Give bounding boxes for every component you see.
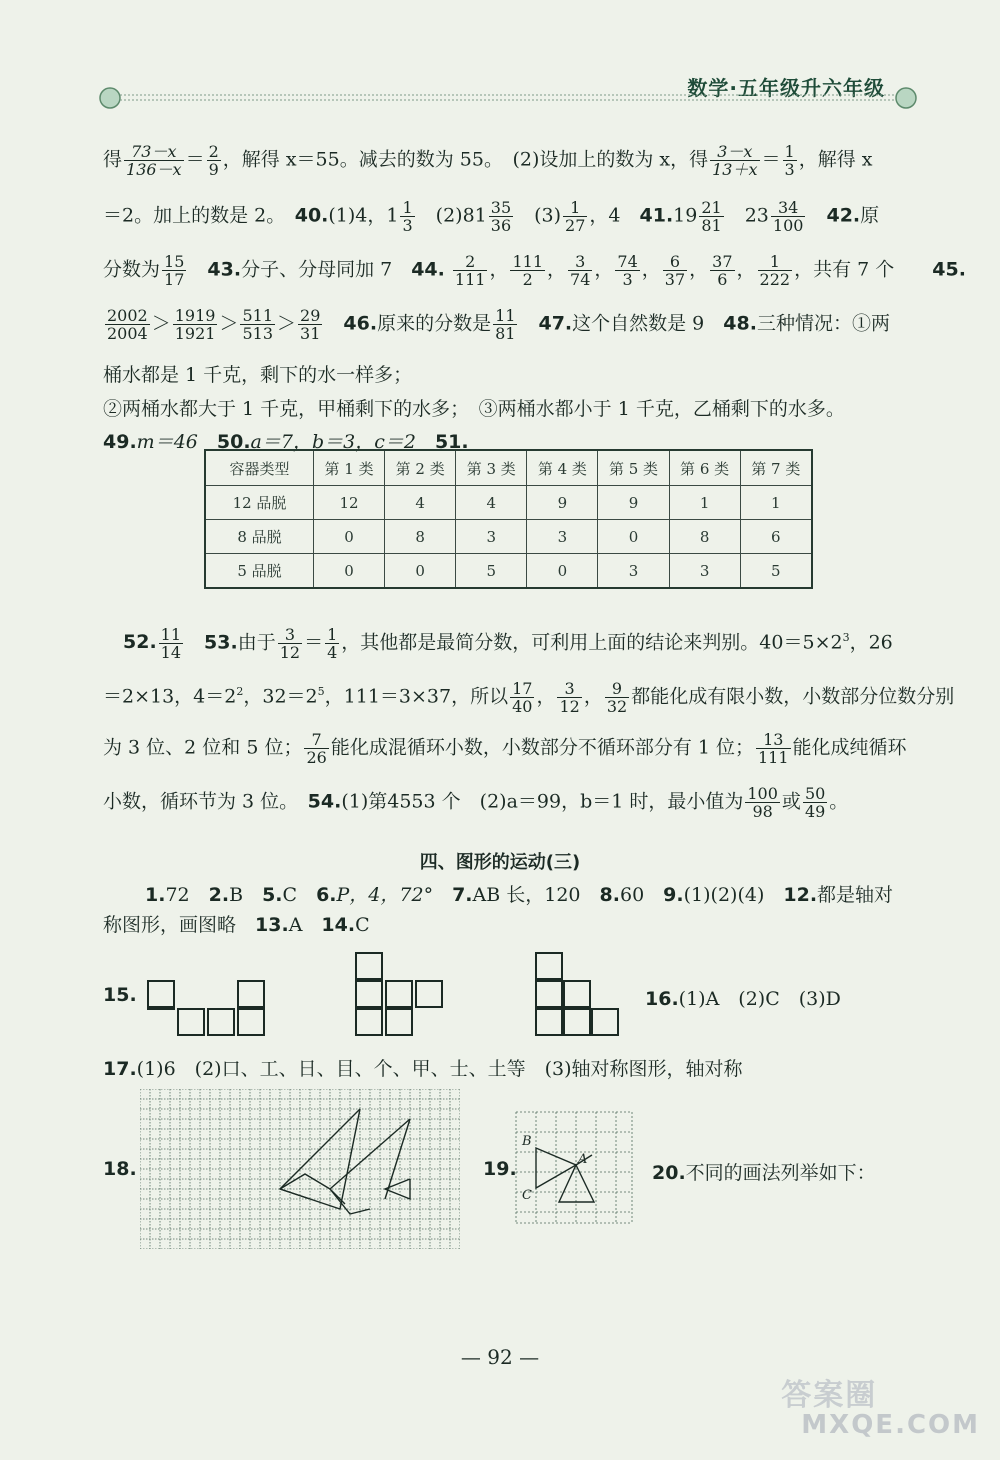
text: ，共有 7 个 [794,258,933,281]
net-square [237,980,265,1008]
fraction: $\frac{73-x}{136-x}$ [126,142,182,179]
question-number: 12. [783,884,818,906]
text: 19 [673,204,698,227]
net-square [563,980,591,1008]
text [807,205,826,227]
question-number: 46. [343,312,378,335]
text: 23 [725,204,769,227]
section-line-1 [145,880,965,910]
header-rule [98,86,918,110]
question-18-number: 18. [103,1158,137,1180]
table-header-row [205,450,812,486]
net-square [147,980,175,1008]
grid-figure-19 [514,1110,634,1225]
fraction: $\frac{15}{17}$ [164,252,185,289]
text: ＝2×13，4＝2 [103,685,237,708]
answer-line-9: ＝2×13，$4=2^2$，$32=2^5$，111＝3×37，所以 $\frac{17}{40}$ ， $\frac{3}{12}$ ， $\frac{9}{32}$ 都能化成有限小数，小数部分位数分别 [103,678,955,716]
net-square [207,1008,235,1036]
text: ＞ [219,312,239,335]
answer-line-4 [103,307,923,342]
grid-figure-18 [140,1089,460,1249]
table-cell: 5 [740,554,812,589]
text: 不同的画法列举如下： [685,1162,876,1184]
fraction: $\frac{100}{98}$ [747,784,778,821]
question-number: 52. [123,631,157,654]
text: ，111＝3×37，所以 [324,685,509,708]
fraction: $\frac{29}{31}$ [300,306,321,343]
page-number: — 92 — [460,1345,540,1369]
table-cell: 5 [456,554,527,589]
table-header: 第 7 类 [740,450,812,486]
text: ，其他都是最简分数，可利用上面的结论来判别。40＝5×2 [341,631,843,654]
net-square [355,952,383,980]
question-number: 5. [262,884,283,906]
text: (2)81 [416,204,487,227]
fraction: $\frac{34}{100}$ [772,198,804,235]
answer-line-8 [103,623,923,661]
table-cell: 0 [598,520,669,554]
question-number: 47. [538,312,573,335]
text [519,313,538,335]
answer-line-3: 分数为 $\frac{15}{17}$ 43.分子、分母同加 7 44. $\frac{2}{111}$ ， $\frac{111}{2}$ ， $\frac{3}{74}$ ， $\frac{74}{3}$ ， $\frac{6}{37}$ ， $\frac{37}{6}$ ， $\frac{1}{222}$ ，共有 7 个 45. [103,252,966,289]
table-cell: 8 [669,520,740,554]
table-header: 第 3 类 [456,450,527,486]
question-number: 51. [434,431,469,453]
text: 三种情况：①两 [756,312,890,335]
question-number: 48. [723,312,757,335]
text: 或 [781,790,801,813]
fraction: $\frac{37}{6}$ [712,252,733,289]
question-number: 8. [599,884,620,906]
table-header: 第 4 类 [527,450,598,486]
answer-16 [645,984,841,1011]
table-cell: 6 [740,520,812,554]
table-cell: 4 [456,486,527,520]
question-number: 41. [639,204,674,227]
table-row [205,486,812,520]
text: C [355,914,370,936]
text: a＝7，b＝3，c＝2 [250,431,435,453]
table-row [205,554,812,589]
text [188,259,207,281]
text: C [282,884,317,906]
fraction: $\frac{11}{14}$ [160,624,182,662]
section-line-2 [103,910,923,940]
question-number: 1. [145,884,166,906]
question-number: 13. [255,914,289,936]
fraction: $\frac{11}{81}$ [495,306,516,343]
fraction: $\frac{3}{12}$ [279,624,301,662]
text: 都是轴对 [817,884,894,906]
question-number: 43. [207,258,242,281]
text: ＝2。加上的数是 2。 [103,204,295,227]
point-c-label: C [522,1188,532,1203]
net-square [591,1008,619,1036]
text: (1)A (2)C (3)D [678,988,841,1010]
watermark-text: 答案圈 [781,1378,878,1413]
net-square [535,952,563,980]
answer-20 [652,1158,876,1185]
text: (1)第4553 个 (2)a＝99，b＝1 时，最小值为 [341,790,744,813]
table-cell: 0 [314,554,385,589]
text: ＝ [761,148,781,171]
table-row [205,520,812,554]
table-header: 容器类型 [205,450,314,486]
table-cell: 12 品脱 [205,486,314,520]
text: 72 [165,884,209,906]
net-square [535,1008,563,1036]
answer-line-11 [103,785,923,820]
answer-line-10 [103,731,923,766]
fraction: $\frac{35}{36}$ [490,198,512,235]
fraction: $\frac{7}{26}$ [306,730,327,767]
fraction: $\frac{1}{222}$ [759,252,791,289]
text: ，26 [849,631,893,654]
question-number: 53. [204,631,238,654]
table-header: 第 2 类 [385,450,456,486]
text: 小数，循环节为 3 位。 [103,790,308,813]
answer-line-2 [103,199,923,234]
question-number: 50. [216,431,251,453]
question-number: 2. [208,884,230,906]
section-line-3 [103,1054,923,1084]
table-cell: 3 [456,520,527,554]
fraction: $\frac{3-x}{13+x}$ [712,142,758,179]
net-square [355,980,383,1008]
text: (1)6 (2)口、工、日、目、个、甲、士、土等 (3)轴对称图形，轴对称 [136,1058,743,1080]
fraction: $\frac{511}{513}$ [242,306,274,343]
table-header: 第 5 类 [598,450,669,486]
text: 得 [103,148,123,171]
table-cell: 9 [527,486,598,520]
text [185,631,204,653]
watermark-url: MXQE.COM [801,1410,980,1440]
text: ，解得 x＝55。减去的数为 55。 (2)设加上的数为 x，得 [222,148,709,171]
fraction: $\frac{2}{111}$ [454,252,486,289]
table-cell: 1 [669,486,740,520]
question-number: 17. [103,1058,137,1080]
net-square [415,980,443,1008]
text: ＞ [277,312,297,335]
text: 能化成混循环小数，小数部分不循环部分有 1 位； [330,736,754,759]
net-square [237,1008,265,1036]
table-cell: 4 [385,486,456,520]
table-cell: 0 [527,554,598,589]
question-number: 45. [932,258,966,281]
header-title: 数学·五年级升六年级 [687,76,885,100]
text: 原来的分数是 [377,312,492,335]
question-19-number: 19. [483,1158,517,1180]
fraction: $\frac{3}{74}$ [570,252,591,289]
question-number: 49. [103,431,137,453]
fraction: $\frac{3}{12}$ [559,678,580,716]
fraction: $\frac{21}{81}$ [701,198,722,235]
question-number: 40. [294,204,329,227]
text: (1)4，1 [328,204,399,227]
point-a-label: A [578,1152,588,1167]
text: 称图形，画图略 [103,914,256,936]
question-number: 16. [645,988,679,1010]
question-number: 54. [307,790,342,813]
answer-line-1 [103,143,923,178]
superscript: 2 [236,685,244,698]
text: ，32＝2 [243,685,318,708]
text: ＝ [185,148,205,171]
table-cell: 8 品脱 [205,520,314,554]
fraction: $\frac{9}{32}$ [606,678,628,716]
table-cell: 3 [669,554,740,589]
table-cell: 12 [314,486,385,520]
table-cell: 0 [385,554,456,589]
table-cell: 1 [740,486,812,520]
fraction: $\frac{2}{9}$ [208,142,219,179]
text [324,313,343,335]
text: ＞ [151,312,171,335]
fraction: $\frac{2002}{2004}$ [107,306,148,343]
text: ＝ [304,631,324,654]
point-b-label: B [522,1134,532,1149]
net-square [535,980,563,1008]
table-cell: 3 [527,520,598,554]
text: (3) [515,204,562,227]
net-square [177,1008,205,1036]
fraction: $\frac{13}{111}$ [758,730,789,767]
question-number: 20. [652,1162,686,1184]
fraction: $\frac{1}{27}$ [565,198,586,235]
text: 能化成纯循环 [792,736,907,759]
text: A [288,914,322,936]
text: B [229,884,263,906]
superscript: 3 [842,631,850,644]
text: 为 3 位、2 位和 5 位； [103,736,303,759]
text: 都能化成有限小数，小数部分位数分别 [631,685,955,708]
net-square [385,1008,413,1036]
question-number: 42. [826,204,861,227]
net-edge [147,1008,175,1010]
net-square [355,1008,383,1036]
text: 这个自然数是 9 [572,312,724,335]
question-number: 6. [316,884,337,906]
table-header: 第 6 类 [669,450,740,486]
text: 由于 [237,631,276,654]
text: m＝46 [136,431,217,453]
fraction: $\frac{111}{2}$ [512,252,544,289]
fraction: $\frac{6}{37}$ [664,252,686,289]
question-number: 7. [452,884,473,906]
table-cell: 8 [385,520,456,554]
table-cell: 5 品脱 [205,554,314,589]
table-cell: 9 [598,486,669,520]
text: 60 [619,884,664,906]
fraction: $\frac{1919}{1921}$ [174,306,216,343]
text: AB 长，120 [472,884,600,906]
question-number: 44. [411,258,445,281]
table-cell: 3 [598,554,669,589]
table-cell: 0 [314,520,385,554]
answer-line-5: 桶水都是 1 千克，剩下的水一样多； [103,364,413,386]
question-number: 9. [663,884,684,906]
answer-table-51 [204,449,813,589]
text: P，4，72° [336,884,453,906]
text: ，4 [589,204,640,227]
text: 原 [860,204,880,227]
text: 。 [829,790,849,813]
net-square [563,1008,591,1036]
text: 分子、分母同加 7 [241,258,412,281]
fraction: $\frac{50}{49}$ [804,784,826,821]
section-title: 四、图形的运动(三) [419,852,581,873]
text: (1)(2)(4) [683,884,784,906]
net-square [385,980,413,1008]
text: ，解得 x [798,148,873,171]
fraction: $\frac{74}{3}$ [617,252,638,289]
question-number: 14. [321,914,356,936]
text: 分数为 [103,258,161,281]
fraction: $\frac{17}{40}$ [512,678,533,716]
fraction: $\frac{1}{3}$ [784,142,795,179]
question-15-number: 15. [103,984,137,1006]
answer-line-6: ②两桶水都大于 1 千克，甲桶剩下的水多； ③两桶水都小于 1 千克，乙桶剩下的水多。 [103,398,845,420]
fraction: $\frac{1}{4}$ [327,624,338,662]
table-header: 第 1 类 [314,450,385,486]
watermark [781,1370,980,1440]
fraction: $\frac{1}{3}$ [402,198,413,235]
superscript: 5 [317,685,325,698]
